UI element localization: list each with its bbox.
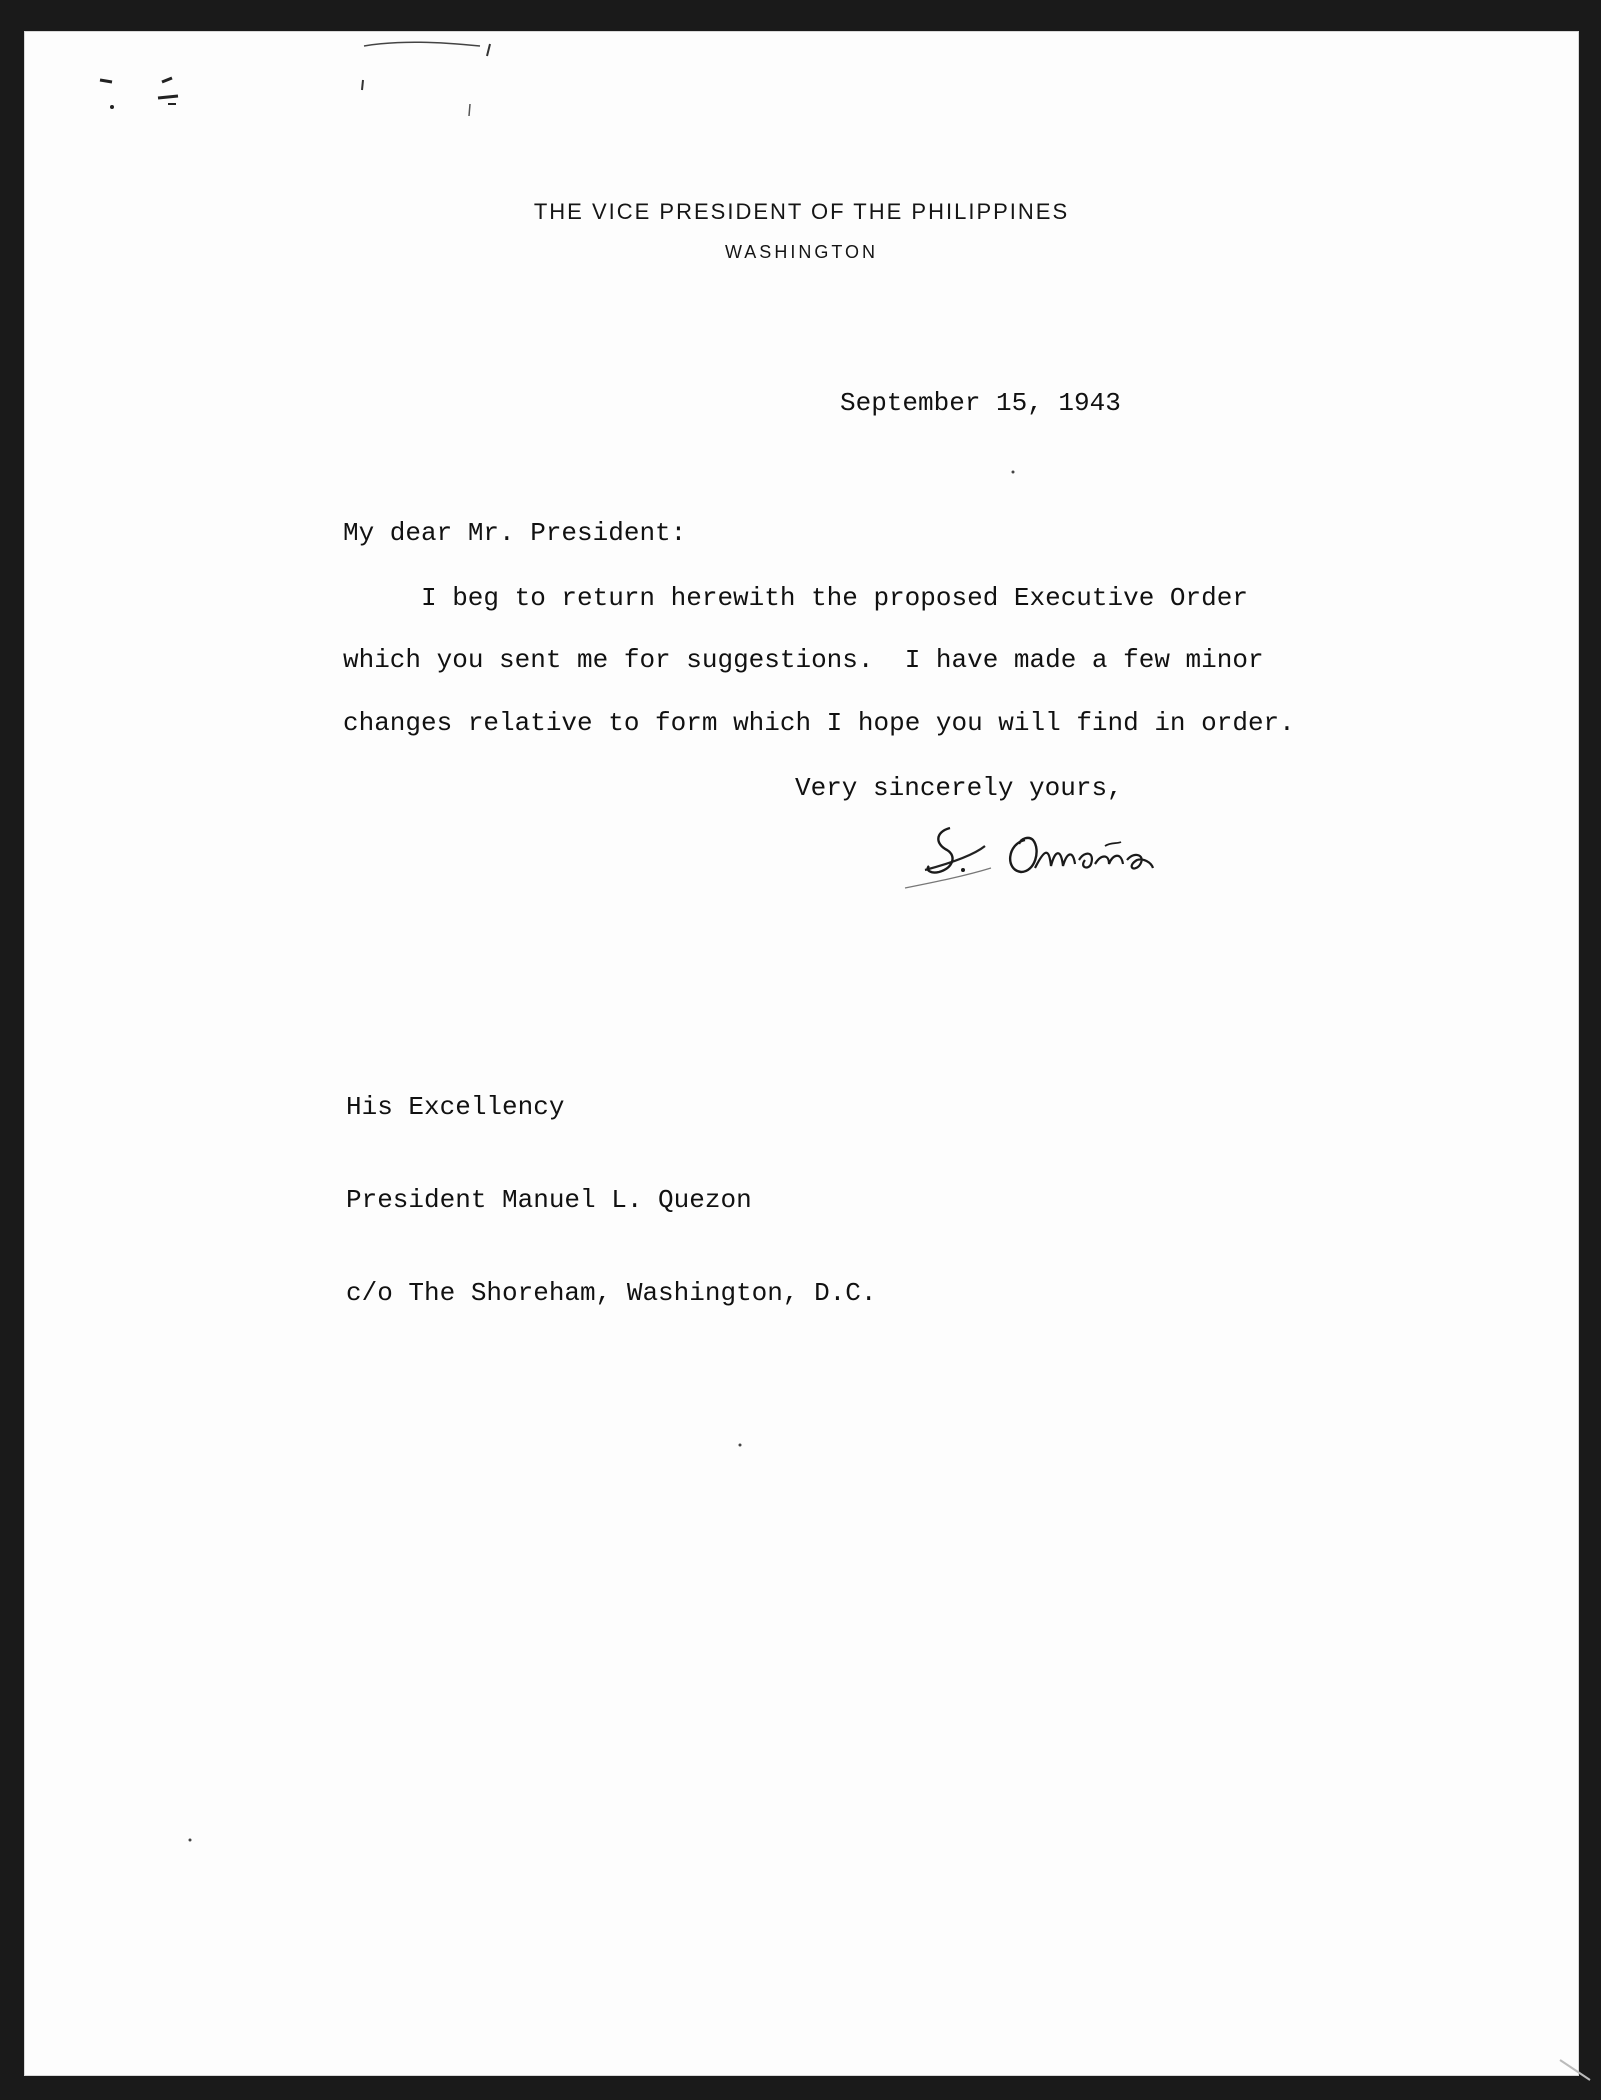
letter-date: September 15, 1943	[840, 388, 1121, 418]
closing: Very sincerely yours,	[795, 773, 1123, 803]
address-line-1: His Excellency	[346, 1092, 565, 1122]
letterhead-title: THE VICE PRESIDENT OF THE PHILIPPINES	[533, 199, 1070, 224]
body-line-3: changes relative to form which I hope you will find in order.	[343, 708, 1295, 738]
body-line-1: I beg to return herewith the proposed Executive Order	[421, 583, 1248, 613]
salutation: My dear Mr. President:	[343, 518, 687, 548]
recipient-address	[346, 1030, 877, 1340]
address-line-3: c/o The Shoreham, Washington, D.C.	[346, 1278, 877, 1308]
letterhead-city: WASHINGTON	[724, 242, 878, 262]
address-line-2: President Manuel L. Quezon	[346, 1185, 752, 1215]
handwritten-signature	[895, 810, 1235, 910]
body-line-2: which you sent me for suggestions. I have made a few minor	[343, 645, 1264, 675]
